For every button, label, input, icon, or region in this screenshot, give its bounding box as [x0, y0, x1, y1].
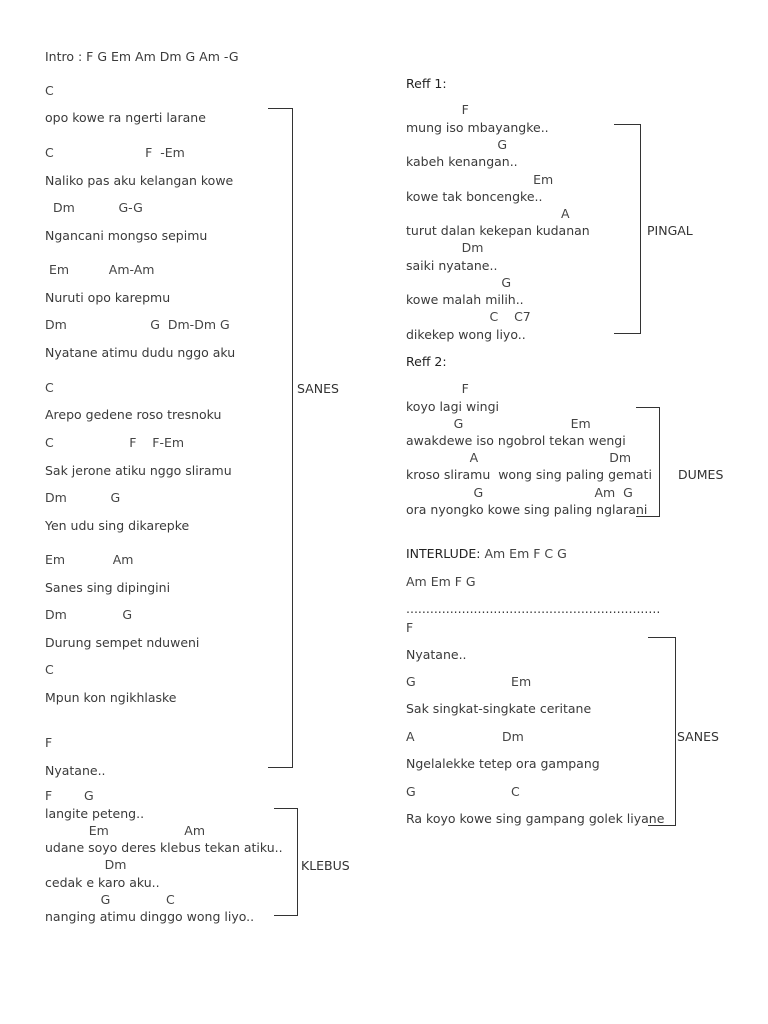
dotted-separator: ................................................................ [406, 601, 661, 616]
lyric-line: Sanes sing dipingini [45, 580, 171, 595]
sanes-bracket [268, 108, 293, 768]
chord-line: A Dm [406, 450, 632, 465]
chord-line: C F F-Em [45, 435, 185, 450]
lyric-line: opo kowe ra ngerti larane [45, 110, 206, 125]
chord-line: C [45, 662, 54, 677]
lyric-line: Durung sempet nduweni [45, 635, 200, 650]
pingal-bracket [614, 124, 641, 334]
lyric-line: Ra koyo kowe sing gampang golek liyane [406, 811, 665, 826]
lyric-line: Nyatane.. [406, 647, 467, 662]
intro-line: Intro : F G Em Am Dm G Am -G [45, 49, 239, 64]
chord-line: C [45, 83, 54, 98]
section-label-pingal: PINGAL [647, 223, 693, 238]
lyric-line: Ngancani mongso sepimu [45, 228, 208, 243]
chord-line: A [406, 206, 570, 221]
chord-line: Em Am [45, 552, 134, 567]
chord-line: G C [406, 784, 520, 799]
outro-sanes-bracket [648, 637, 676, 826]
chord-line: G Am G [406, 485, 633, 500]
section-label-klebus: KLEBUS [301, 858, 350, 873]
chord-line: G Em [406, 416, 591, 431]
lyric-line: nanging atimu dinggo wong liyo.. [45, 909, 255, 924]
chord-line: F G [45, 788, 94, 803]
lyric-line: langite peteng.. [45, 806, 145, 821]
lyric-line: turut dalan kekepan kudanan [406, 223, 590, 238]
chord-line: G Em [406, 674, 532, 689]
reff2-title: Reff 2: [406, 354, 447, 369]
lyric-line: cedak e karo aku.. [45, 875, 160, 890]
lyric-line: Sak jerone atiku nggo sliramu [45, 463, 232, 478]
lyric-line: kroso sliramu wong sing paling gemati [406, 467, 652, 482]
lyric-line: Nyatane atimu dudu nggo aku [45, 345, 236, 360]
chord-line: F [45, 735, 53, 750]
lyric-line: Nuruti opo karepmu [45, 290, 171, 305]
reff1-title: Reff 1: [406, 76, 447, 91]
chord-line: G [406, 275, 512, 290]
chord-line: C F -Em [45, 145, 185, 160]
interlude-line [406, 546, 567, 561]
chord-line: Dm [45, 857, 127, 872]
chord-line: F [406, 620, 414, 635]
section-label-dumes: DUMES [678, 467, 724, 482]
lyric-line: mung iso mbayangke.. [406, 120, 549, 135]
lyric-line: Arepo gedene roso tresnoku [45, 407, 222, 422]
interlude-line-2: Am Em F G [406, 574, 476, 589]
lyric-line: koyo lagi wingi [406, 399, 499, 414]
chord-line: Dm G Dm-Dm G [45, 317, 230, 332]
lyric-line: Mpun kon ngikhlaske [45, 690, 177, 705]
chord-line: F [406, 381, 469, 396]
section-label-outro-sanes: SANES [677, 729, 719, 744]
klebus-bracket [274, 808, 298, 916]
lyric-line: Yen udu sing dikarepke [45, 518, 190, 533]
chord-line: F [406, 102, 469, 117]
chord-line: Dm G [45, 607, 133, 622]
section-label-sanes: SANES [297, 381, 339, 396]
chord-line: Em Am [45, 823, 206, 838]
lyric-line: udane soyo deres klebus tekan atiku.. [45, 840, 283, 855]
chord-line: Em [406, 172, 554, 187]
lyric-line: ora nyongko kowe sing paling nglarani [406, 502, 648, 517]
chord-line: Dm G-G [45, 200, 143, 215]
chord-line: G [406, 137, 508, 152]
lyric-line: kowe malah milih.. [406, 292, 524, 307]
lyric-line: Nyatane.. [45, 763, 106, 778]
interlude-chords: Am Em F C G [484, 546, 567, 561]
lyric-line: awakdewe iso ngobrol tekan wengi [406, 433, 626, 448]
chord-line: A Dm [406, 729, 524, 744]
interlude-label: INTERLUDE: [406, 546, 481, 561]
lyric-line: Sak singkat-singkate ceritane [406, 701, 592, 716]
dumes-bracket [636, 407, 660, 517]
chord-line: C [45, 380, 54, 395]
lyric-line: dikekep wong liyo.. [406, 327, 526, 342]
lyric-line: Naliko pas aku kelangan kowe [45, 173, 234, 188]
lyric-line: saiki nyatane.. [406, 258, 498, 273]
lyric-line: kowe tak boncengke.. [406, 189, 543, 204]
lyric-line: kabeh kenangan.. [406, 154, 518, 169]
lyric-line: Ngelalekke tetep ora gampang [406, 756, 600, 771]
chord-line: Em Am-Am [45, 262, 155, 277]
chord-line: G C [45, 892, 175, 907]
chord-line: Dm G [45, 490, 121, 505]
chord-line: Dm [406, 240, 484, 255]
chord-line: C C7 [406, 309, 531, 324]
